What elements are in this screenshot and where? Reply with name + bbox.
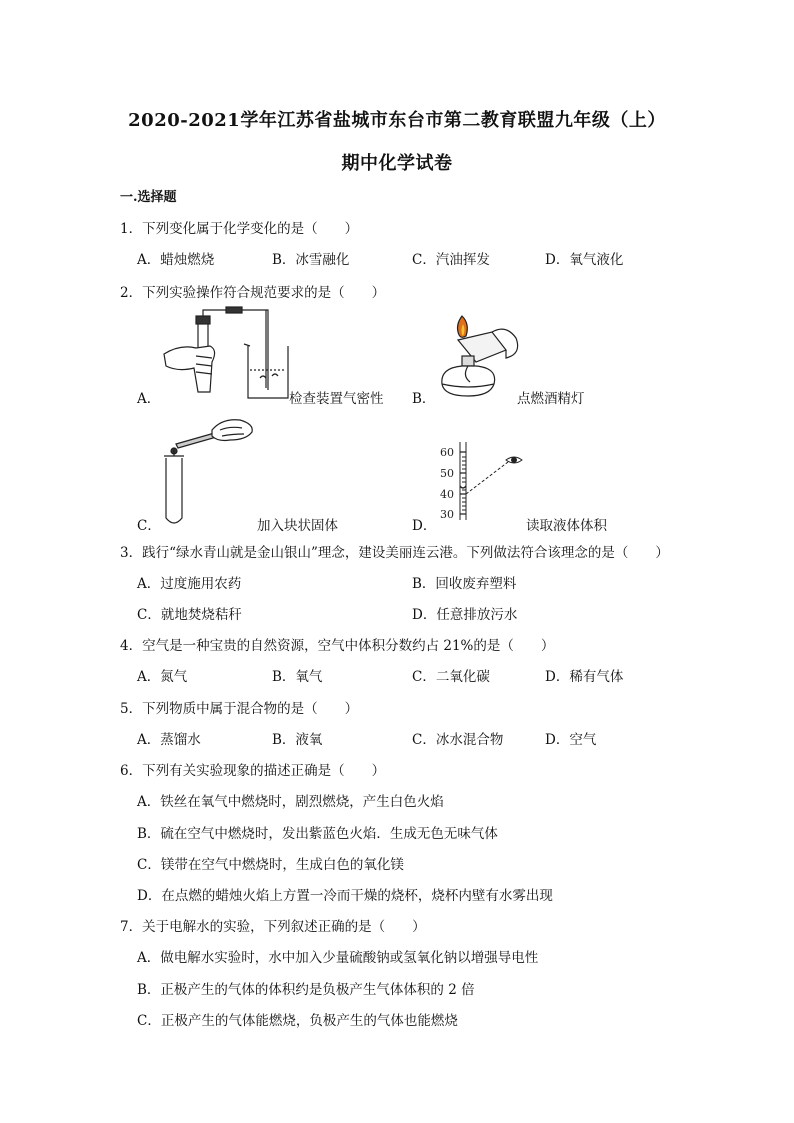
question-1-option-b: B．冰雪融化 (272, 252, 350, 268)
question-6-option-c: C．镁带在空气中燃烧时，生成白色的氧化镁 (137, 857, 404, 873)
graduated-cylinder-figure (436, 440, 536, 522)
question-7-option-b: B．正极产生的气体的体积约是负极产生气体体积的 2 倍 (137, 982, 475, 998)
question-3-stem: 3．践行“绿水青山就是金山银山”理念，建设美丽连云港。下列做法符合该理念的是（ ） (120, 545, 669, 561)
exam-title-line1: 2020-2021学年江苏省盐城市东台市第二教育联盟九年级（上） (128, 110, 666, 131)
question-7-option-c: C．正极产生的气体能燃烧，负极产生的气体也能燃烧 (137, 1013, 458, 1029)
question-1-option-a: A．蜡烛燃烧 (137, 252, 215, 268)
question-6-option-b: B．硫在空气中燃烧时，发出紫蓝色火焰．生成无色无味气体 (137, 826, 498, 842)
question-2-option-c-caption: 加入块状固体 (257, 518, 338, 534)
cylinder-tick-60: 60 (440, 446, 454, 459)
cylinder-tick-40: 40 (440, 488, 454, 501)
question-2-option-c-letter: C． (137, 518, 161, 534)
question-3-option-b: B．回收废弃塑料 (412, 576, 517, 592)
question-6-option-d: D．在点燃的蜡烛火焰上方置一冷而干燥的烧杯，烧杯内壁有水雾出现 (137, 888, 553, 904)
cylinder-tick-30: 30 (440, 508, 454, 521)
cylinder-tick-50: 50 (440, 467, 454, 480)
question-5-option-c: C．冰水混合物 (412, 732, 504, 748)
question-7-option-a: A．做电解水实验时，水中加入少量硫酸钠或氢氧化钠以增强导电性 (137, 950, 539, 966)
question-1-stem: 1．下列变化属于化学变化的是（ ） (120, 221, 359, 237)
question-4-option-b: B．氧气 (272, 669, 323, 685)
question-4-stem: 4．空气是一种宝贵的自然资源，空气中体积分数约占 21%的是（ ） (120, 638, 555, 654)
block-solid-figure (160, 410, 260, 528)
question-5-option-a: A．蒸馏水 (137, 732, 201, 748)
question-2-option-b-caption: 点燃酒精灯 (517, 391, 585, 407)
question-5-option-b: B．液氧 (272, 732, 323, 748)
question-5-stem: 5．下列物质中属于混合物的是（ ） (120, 701, 359, 717)
airtightness-check-figure (160, 306, 295, 402)
exam-title-line2: 期中化学试卷 (341, 153, 453, 174)
question-6-stem: 6．下列有关实验现象的描述正确是（ ） (120, 763, 386, 779)
question-3-option-c: C．就地焚烧秸秆 (137, 607, 242, 623)
question-6-option-a: A．铁丝在氧气中燃烧时，剧烈燃烧，产生白色火焰 (137, 794, 444, 810)
question-7-stem: 7．关于电解水的实验，下列叙述正确的是（ ） (120, 919, 426, 935)
question-1-option-c: C．汽油挥发 (412, 252, 490, 268)
question-5-option-d: D．空气 (545, 732, 597, 748)
question-2-option-b-letter: B． (412, 391, 436, 407)
section-heading: 一.选择题 (120, 190, 177, 205)
question-3-option-a: A．过度施用农药 (137, 576, 242, 592)
question-4-option-d: D．稀有气体 (545, 669, 624, 685)
question-2-stem: 2．下列实验操作符合规范要求的是（ ） (120, 285, 386, 301)
question-4-option-c: C．二氧化碳 (412, 669, 490, 685)
question-2-option-d-caption: 读取液体体积 (526, 518, 607, 534)
alcohol-lamp-figure (432, 310, 524, 404)
question-2-option-a-letter: A． (137, 391, 161, 407)
question-2-option-a-caption: 检查装置气密性 (289, 391, 384, 407)
question-4-option-a: A．氮气 (137, 669, 188, 685)
question-3-option-d: D．任意排放污水 (412, 607, 518, 623)
question-2-option-d-letter: D． (412, 518, 437, 534)
question-1-option-d: D．氧气液化 (545, 252, 624, 268)
